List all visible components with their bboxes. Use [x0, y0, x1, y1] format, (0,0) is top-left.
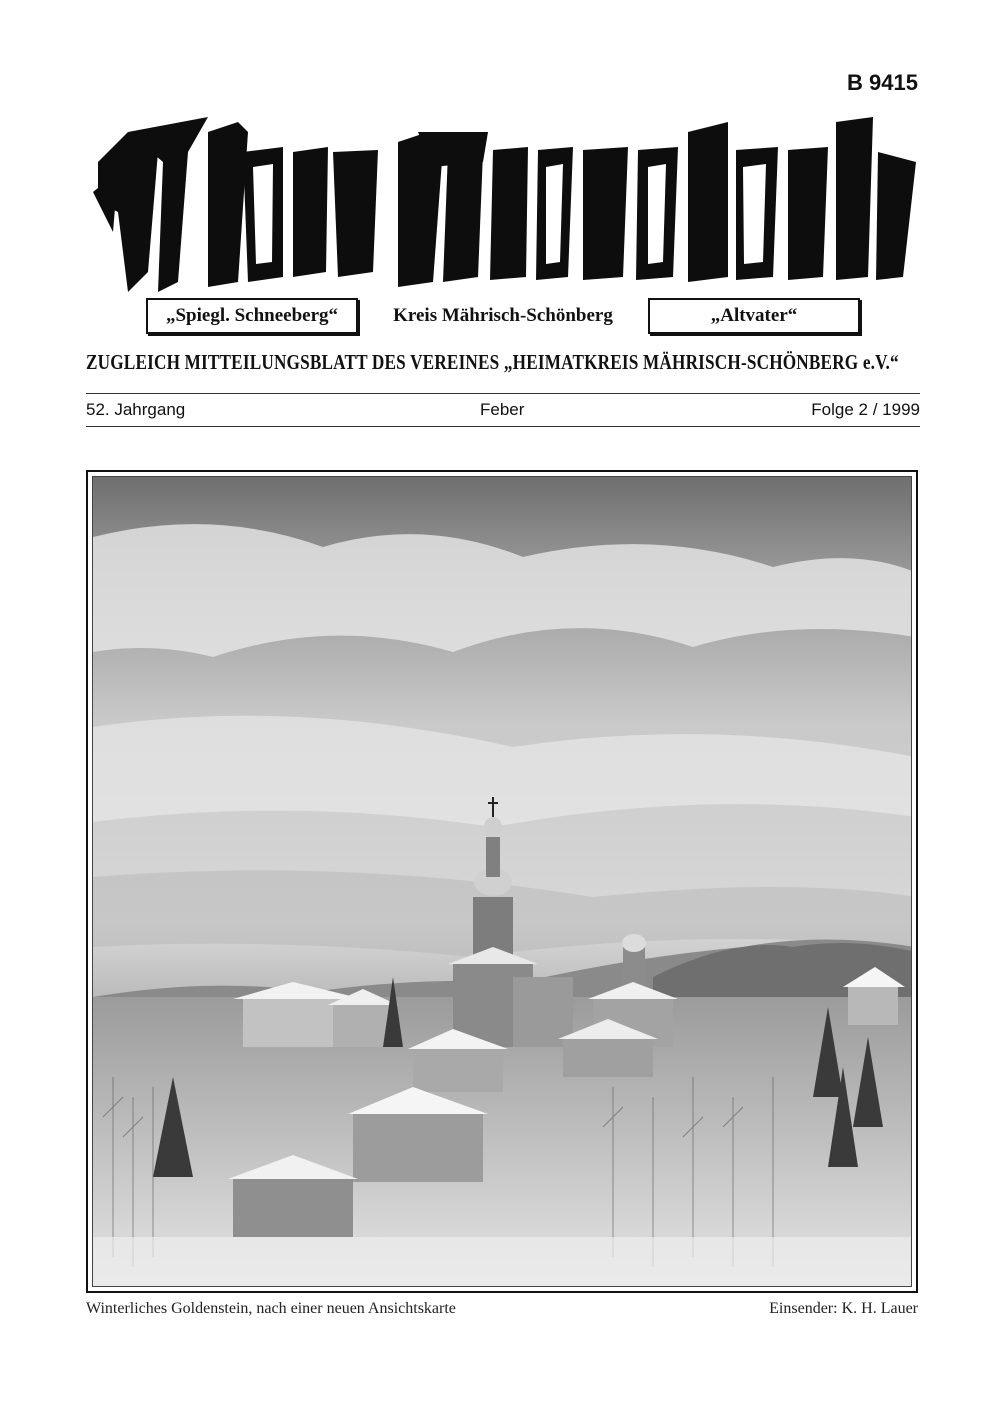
- issue-year-label: 52. Jahrgang: [86, 400, 186, 419]
- association-line: ZUGLEICH MITTEILUNGSBLATT DES VEREINES „HEIMATKREIS MÄHRISCH-SCHÖNBERG e.V.“: [86, 350, 899, 374]
- masthead-title-text: Mein Heimatbote: [499, 210, 507, 211]
- issue-info-row: [86, 400, 920, 422]
- subtitle-row: [146, 298, 860, 336]
- issue-number: Folge 2 / 1999: [811, 400, 920, 419]
- cover-photo-frame: [86, 470, 918, 1293]
- divider-bottom: [86, 426, 920, 427]
- photo-credit: Einsender: K. H. Lauer: [769, 1300, 918, 1317]
- publication-code: B 9415: [847, 70, 918, 95]
- issue-month: Feber: [480, 400, 525, 419]
- masthead-logo: [88, 92, 918, 292]
- photo-caption: Winterliches Goldenstein, nach einer neuen Ansichtskarte: [86, 1300, 456, 1317]
- cover-photo: [92, 476, 912, 1287]
- subtitle-left-box: „Spiegl. Schneeberg“: [146, 298, 358, 334]
- subtitle-center: Kreis Mährisch-Schönberg: [393, 305, 613, 326]
- divider-top: [86, 393, 920, 394]
- subtitle-right-box: „Altvater“: [648, 298, 860, 334]
